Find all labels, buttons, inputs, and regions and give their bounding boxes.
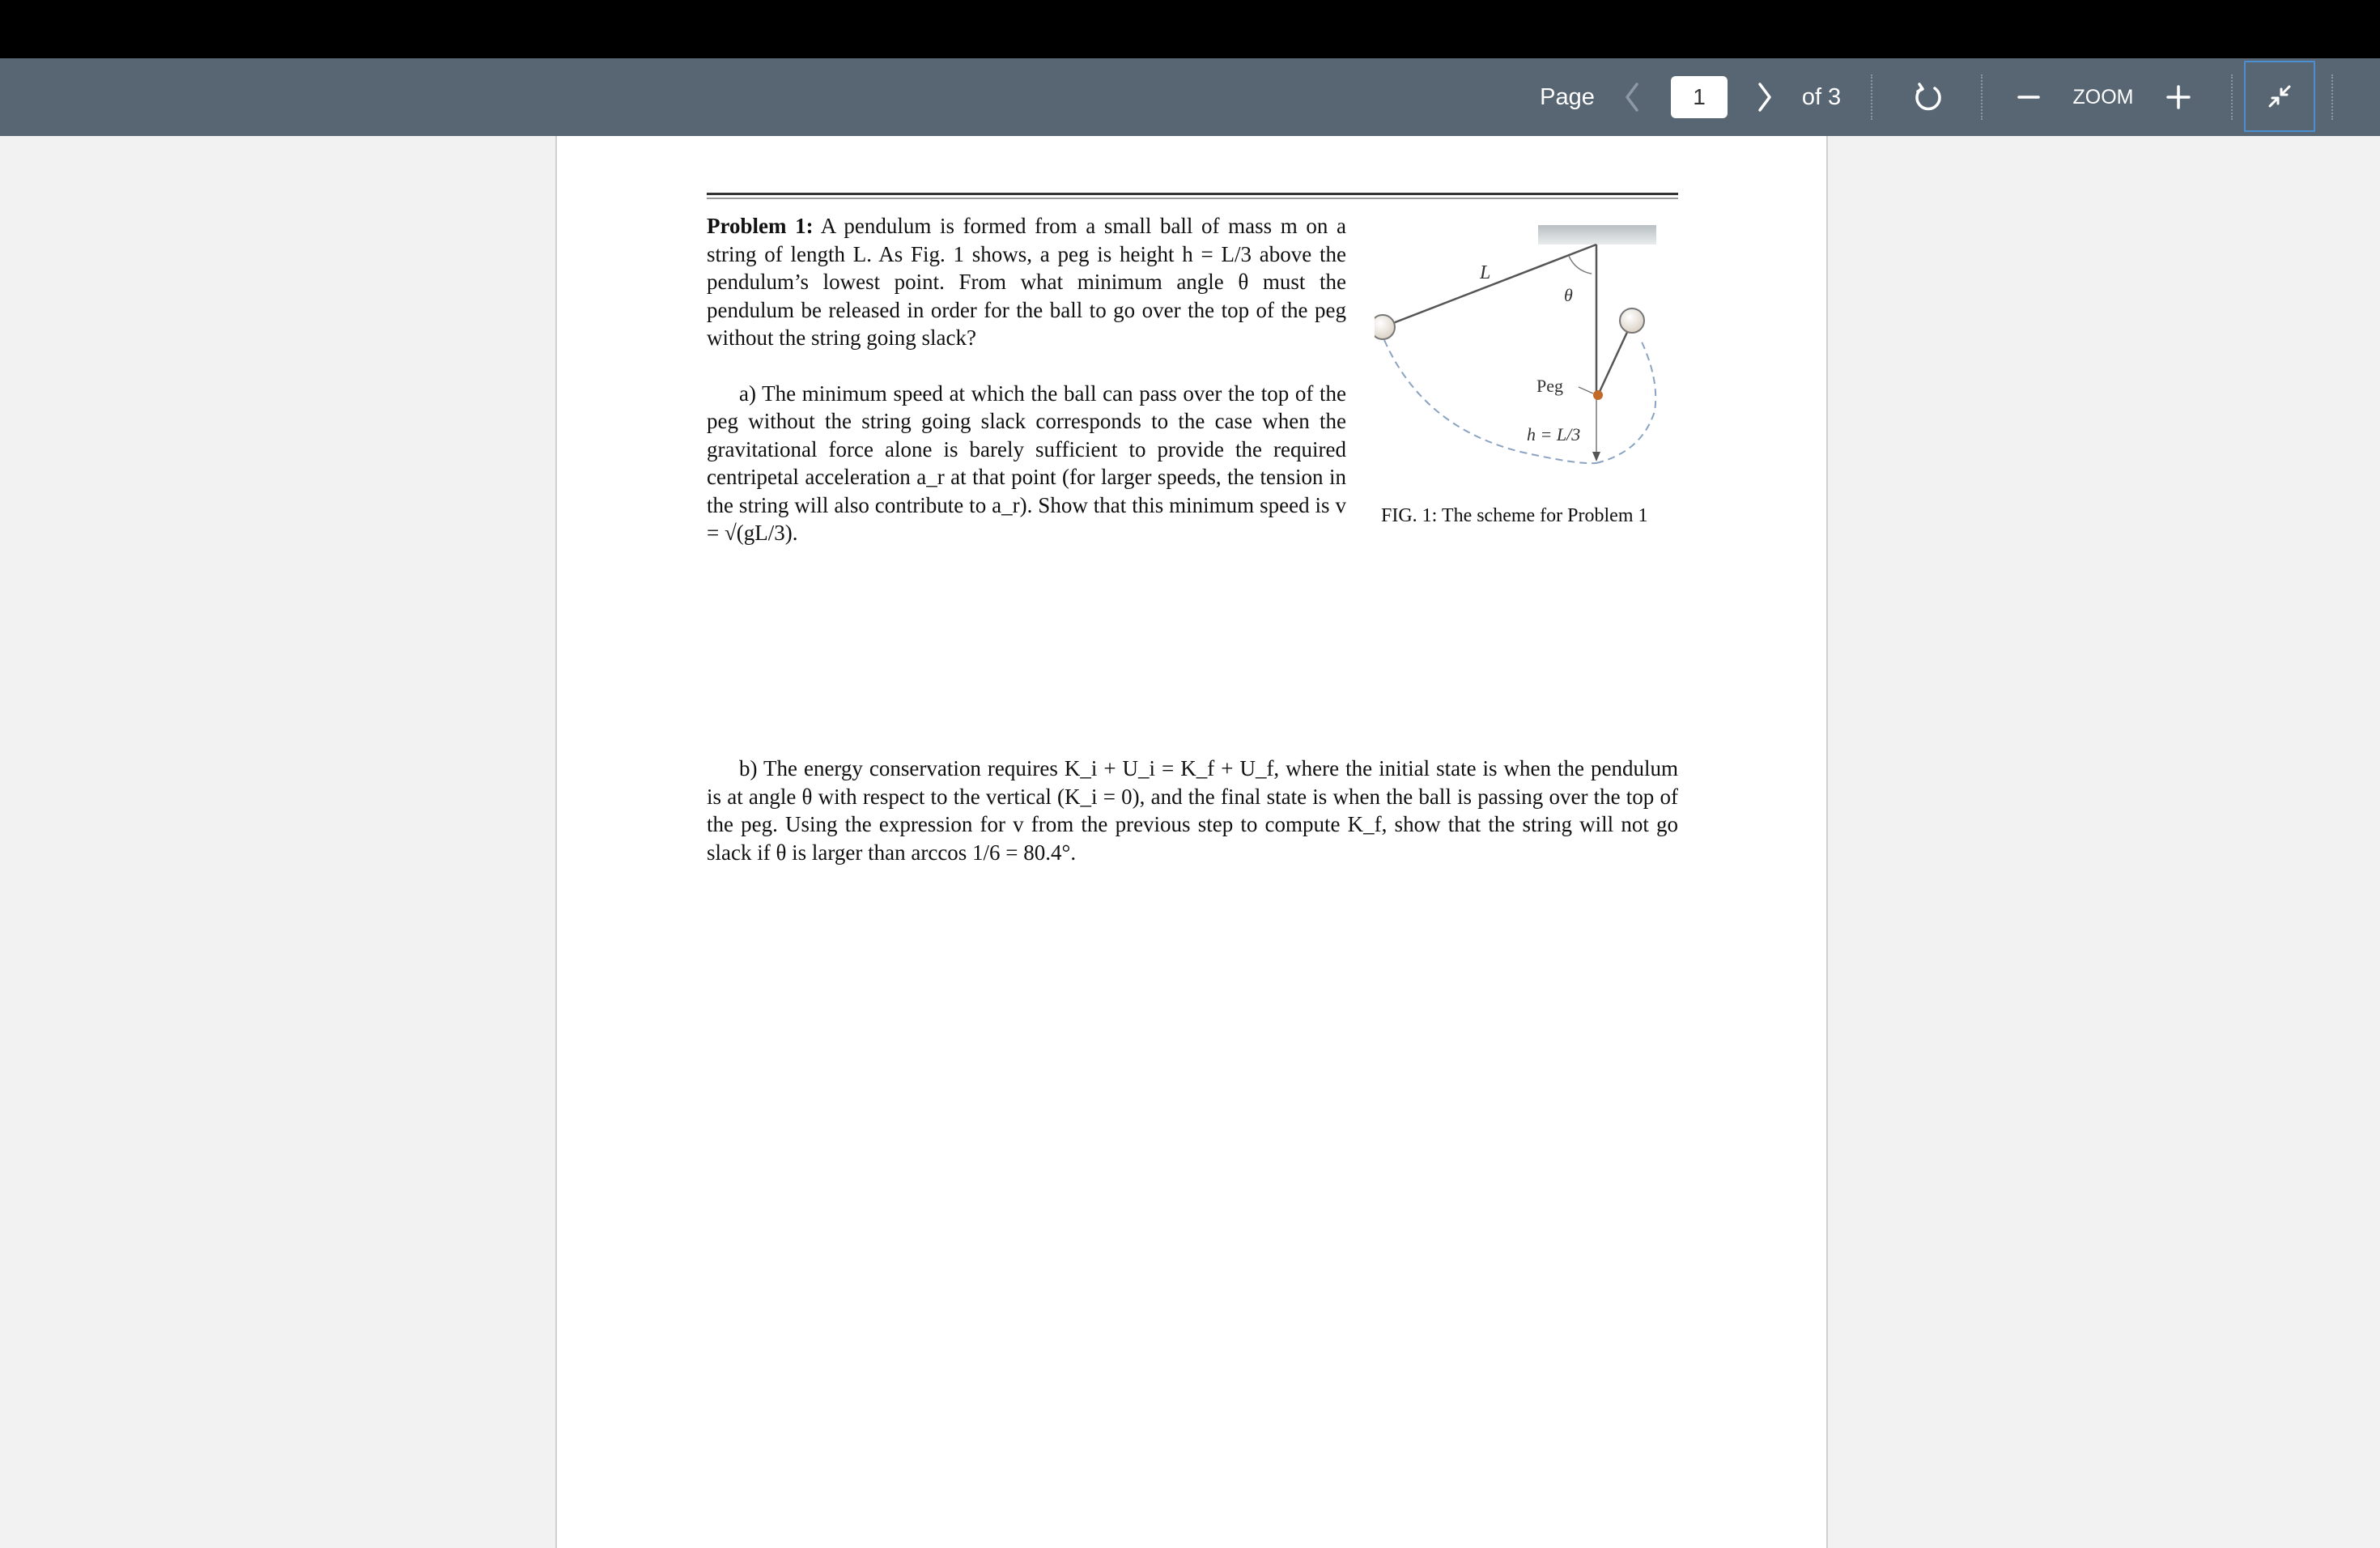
loop-path (1596, 338, 1655, 463)
exit-fullscreen-button[interactable] (2244, 61, 2315, 132)
part-b-text: b) The energy conservation requires K_i + U_i = K_f + U_f, where the initial state is when the pendulum is at angle θ with respect to the vertical (K_i = 0), and the final state is when the ball is passing over the top of the peg. Using the expression for v from the previous step to compute K_f, show that the string will not go slack if θ is larger than arccos 1/6 = 80.4°. (707, 756, 1678, 865)
zoom-in-button[interactable] (2164, 58, 2193, 136)
top-black-bar (0, 0, 2380, 58)
chevron-left-icon (1622, 81, 1642, 113)
pdf-toolbar (0, 58, 2380, 136)
part-a-text: a) The minimum speed at which the ball can pass over the top of the peg without the string going slack corresponds to the case when the gravitational force alone is barely sufficient to provide the required centripetal acceleration a_r at that point (for larger speeds, the tension in the string will also contribute to a_r). Show that this minimum speed is v = √(gL/3). (707, 381, 1346, 545)
header-rule (707, 193, 1678, 195)
toolbar-divider (2331, 74, 2333, 120)
rotate-button[interactable] (1909, 58, 1948, 136)
figure-caption: FIG. 1: The scheme for Problem 1 (1381, 505, 1648, 526)
pendulum-string-wrapped (1598, 329, 1629, 395)
angle-arc (1569, 256, 1592, 274)
arrow-head (1592, 452, 1600, 461)
toolbar-divider (2231, 74, 2233, 120)
header-rule (707, 198, 1678, 199)
toolbar-divider (1981, 74, 1983, 120)
next-page-button[interactable] (1749, 58, 1781, 136)
label-theta: θ (1564, 285, 1573, 305)
plus-icon (2165, 84, 2191, 110)
collapse-arrows-icon (2263, 80, 2296, 113)
rotate-icon (1912, 81, 1944, 113)
label-peg: Peg (1536, 376, 1563, 396)
pdf-page (555, 136, 1828, 1548)
ball-final (1620, 308, 1644, 333)
chevron-right-icon (1755, 81, 1774, 113)
problem-statement (707, 212, 1346, 352)
label-L: L (1480, 262, 1491, 283)
toolbar-divider (1871, 74, 1872, 120)
minus-icon (2017, 85, 2041, 109)
problem-label: Problem 1: (707, 214, 814, 238)
prev-page-button[interactable] (1616, 58, 1648, 136)
problem-column (707, 212, 1346, 547)
page-label: Page (1540, 83, 1595, 110)
peg-pointer (1579, 387, 1593, 393)
pendulum-figure (1375, 217, 1682, 630)
ball-initial (1375, 315, 1395, 339)
label-h: h = L/3 (1527, 424, 1581, 444)
swing-path (1384, 340, 1596, 463)
total-pages: of 3 (1801, 83, 1842, 110)
ceiling-support (1538, 225, 1656, 245)
zoom-out-button[interactable] (2014, 58, 2043, 136)
zoom-label: ZOOM (2072, 85, 2134, 108)
pendulum-diagram (1375, 217, 1682, 508)
page-number-input[interactable] (1671, 76, 1728, 118)
problem-text: A pendulum is formed from a small ball of mass m on a string of length L. As Fig. 1 shows, a peg is height h = L/3 above the pendulum’s lowest point. From what minimum angle θ must the pendulum be released in order for the ball to go over the top of the peg without the string going slack? (707, 214, 1346, 350)
peg (1593, 390, 1603, 400)
